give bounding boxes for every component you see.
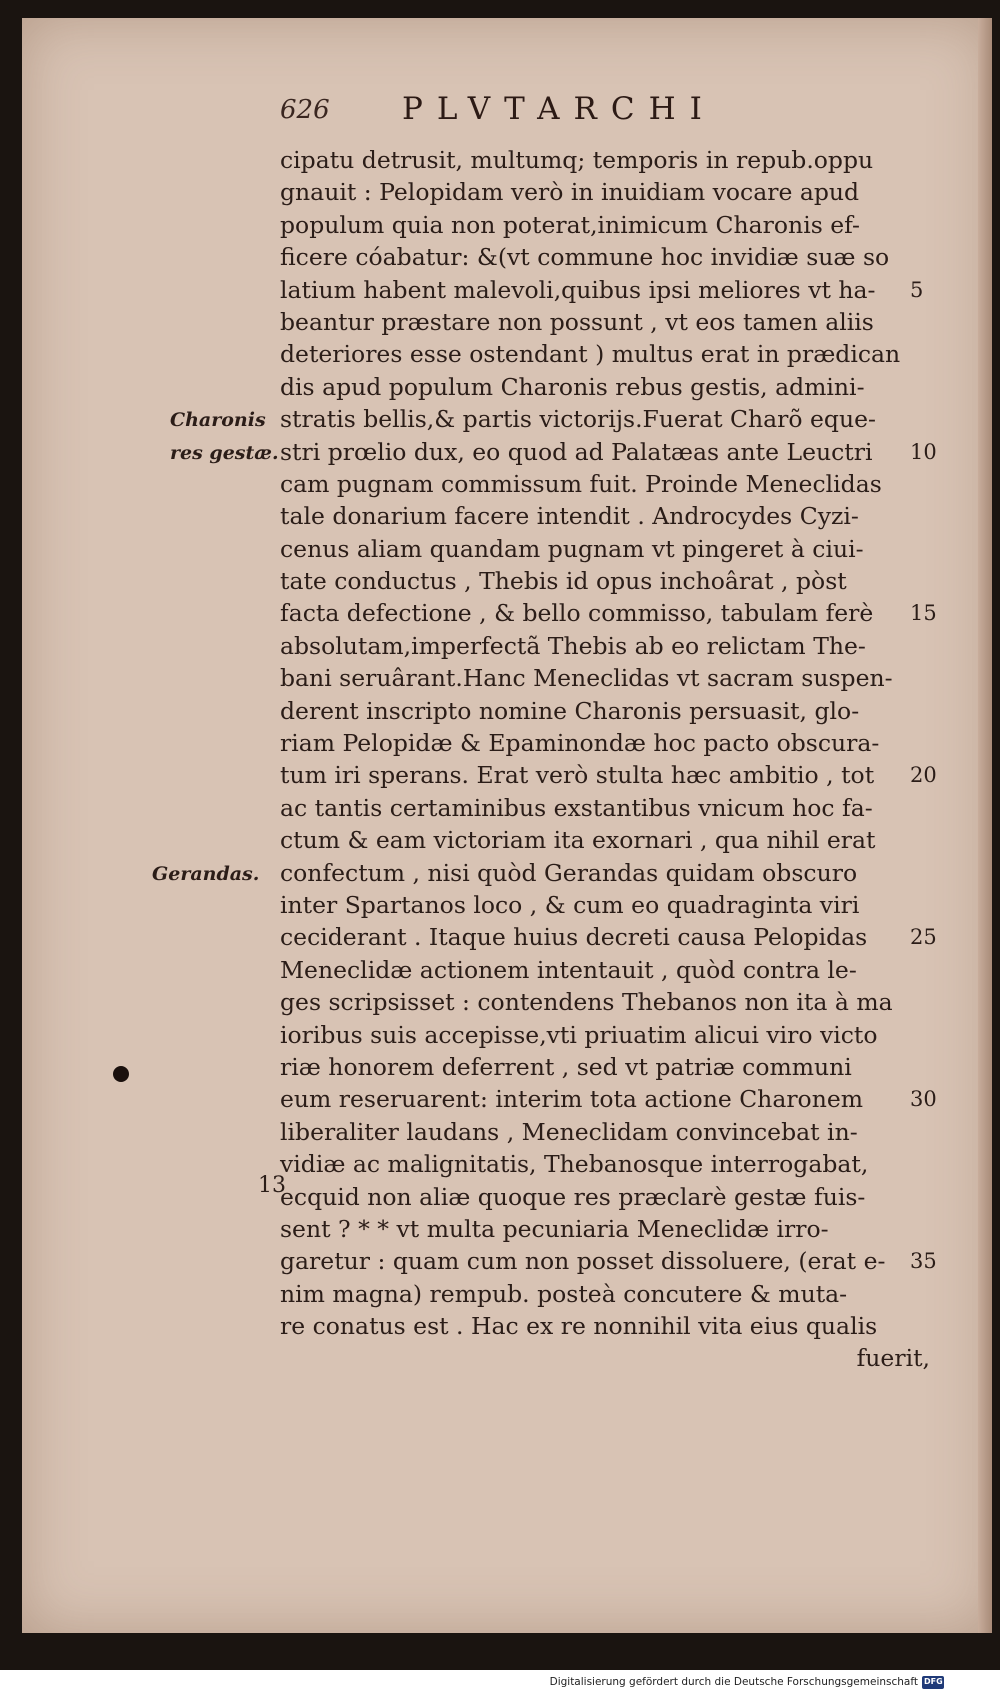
text-line [280,1181,940,1213]
text-line-content: gnauit : Pelopidam verò in inuidiam vocare apud [280,178,860,207]
text-line-content: deteriores esse ostendant ) multus erat in prædican [280,340,901,369]
text-line [280,1051,940,1083]
line-number: 20 [910,763,937,788]
text-line [280,695,940,727]
text-line [280,1310,940,1342]
text-line [280,176,940,208]
text-line [280,954,940,986]
text-line [280,500,940,532]
text-line [280,1245,940,1277]
text-line [280,1116,940,1148]
text-line-content: latium habent malevoli,quibus ipsi meliores vt ha- [280,275,876,304]
text-line-content: ioribus suis accepisse,vti priuatim alicui viro victo [280,1020,878,1049]
text-line-content: ceciderant . Itaque huius decreti causa Pelopidas [280,923,868,952]
text-line [280,889,940,921]
text-line-content: eum reseruarent: interim tota actione Charonem [280,1085,864,1114]
text-line-content: populum quia non poterat,inimicum Charonis ef- [280,210,860,239]
text-line-content: ctum & eam victoriam ita exornari , qua nihil erat [280,826,876,855]
text-line-content: stri prœlio dux, eo quod ad Palatæas ante Leuctri [280,437,873,466]
text-line-content: tale donarium facere intendit . Androcydes Cyzi- [280,502,859,531]
text-line-content: beantur præstare non possunt , vt eos tamen aliis [280,307,874,336]
body-text [280,144,940,1375]
text-line [280,403,940,435]
text-line-content: stratis bellis,& partis victorijs.Fuerat Charõ eque- [280,405,876,434]
digitization-footer [0,1674,1000,1695]
text-line [280,1213,940,1245]
text-line-content: ges scripsisset : contendens Thebanos non ita à ma [280,988,893,1017]
text-line-content: cipatu detrusit, multumq; temporis in repub.oppu [280,146,874,174]
dfg-logo-text: DFG [924,1677,943,1686]
text-line [280,792,940,824]
text-line [280,630,940,662]
text-line [280,274,940,306]
marginal-note-charonis: Charonis [170,409,266,432]
page-number: 626 [280,95,330,125]
text-line-content: inter Spartanos loco , & cum eo quadraginta viri [280,890,860,919]
text-line [280,565,940,597]
text-line-content: vidiæ ac malignitatis, Thebanosque interrogabat, [280,1150,869,1179]
text-line-content: tate conductus , Thebis id opus inchoârat , pòst [280,567,847,596]
text-line [280,857,940,889]
line-number: 25 [910,925,937,950]
text-line [280,921,940,953]
text-line-content: sent ? * * vt multa pecuniaria Meneclidæ irro- [280,1214,829,1243]
text-line-content: ficere cóabatur: &(vt commune hoc invidiæ suæ so [280,243,890,272]
text-line-content: re conatus est . Hac ex re nonnihil vita eius qualis [280,1312,878,1341]
text-line-content: cam pugnam commissum fuit. Proinde Meneclidas [280,469,882,498]
text-line-content: garetur : quam cum non posset dissoluere, (erat e- [280,1247,886,1276]
text-line-content: liberaliter laudans , Meneclidam convincebat in- [280,1117,858,1146]
text-line [280,468,940,500]
running-head-title: PLVTARCHI [402,91,716,127]
signature-mark: 13 [258,1173,286,1198]
text-line [280,1019,940,1051]
text-line [280,436,940,468]
text-line [280,1148,940,1180]
text-line-content: derent inscripto nomine Charonis persuasit, glo- [280,696,860,725]
text-line-content: nim magna) rempub. posteà concutere & muta- [280,1279,848,1308]
text-line [280,597,940,629]
text-line-content: confectum , nisi quòd Gerandas quidam obscuro [280,858,858,887]
text-line-content: riam Pelopidæ & Epaminondæ hoc pacto obscura- [280,729,880,758]
text-line-content: cenus aliam quandam pugnam vt pingeret à ciui- [280,534,864,563]
text-line-content: riæ honorem deferrent , sed vt patriæ communi [280,1052,852,1081]
text-line-content: Meneclidæ actionem intentauit , quòd contra le- [280,955,857,984]
text-line-content: facta defectione , & bello commisso, tabulam ferè [280,599,874,628]
footer-text: Digitalisierung gefördert durch die Deutsche Forschungsgemeinschaft [549,1676,918,1688]
text-line [280,306,940,338]
ink-blot [113,1066,129,1082]
line-number: 10 [910,439,937,464]
text-line-content: bani seruârant.Hanc Meneclidas vt sacram suspen- [280,664,893,693]
text-line [280,662,940,694]
text-line [280,209,940,241]
text-line [280,144,940,176]
text-line [280,371,940,403]
marginal-note-gerandas: Gerandas. [152,862,260,885]
text-line [280,533,940,565]
text-line-content: dis apud populum Charonis rebus gestis, admini- [280,372,865,401]
text-line [280,824,940,856]
text-line [280,1083,940,1115]
text-line [280,1342,940,1374]
marginal-note-res-gestae: res gestæ. [170,441,279,464]
text-line-content: fuerit, [856,1344,930,1373]
line-number: 15 [910,601,937,626]
page-edge [978,18,992,1633]
text-line-content: ecquid non aliæ quoque res præclarè gestæ fuis- [280,1182,866,1211]
text-line-content: absolutam,imperfectã Thebis ab eo relictam The- [280,631,866,660]
dfg-logo [922,1676,944,1689]
text-line [280,338,940,370]
text-line [280,759,940,791]
text-line [280,241,940,273]
line-number: 5 [910,277,924,302]
text-line-content: ac tantis certaminibus exstantibus vnicum hoc fa- [280,793,873,822]
text-line-content: tum iri sperans. Erat verò stulta hæc ambitio , tot [280,761,875,790]
text-line [280,727,940,759]
running-head [280,91,800,135]
text-line [280,986,940,1018]
line-number: 30 [910,1087,937,1112]
line-number: 35 [910,1249,937,1274]
text-line [280,1278,940,1310]
